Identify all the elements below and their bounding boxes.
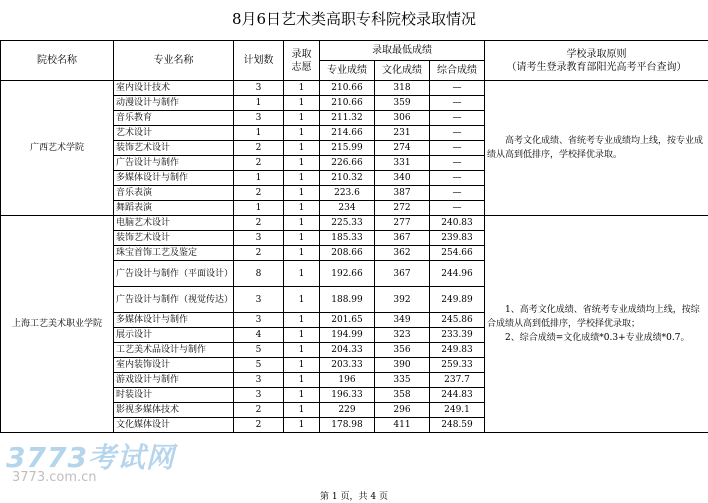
plan-count: 2 bbox=[234, 403, 284, 418]
cul-score: 272 bbox=[375, 201, 430, 216]
plan-count: 8 bbox=[234, 261, 284, 287]
major-name: 室内装饰设计 bbox=[114, 358, 234, 373]
page-footer: 第 1 页，共 4 页 bbox=[320, 492, 388, 502]
comp-score: — bbox=[430, 201, 485, 216]
rule-line: 2、综合成绩=文化成绩*0.3+专业成绩*0.7。 bbox=[505, 333, 690, 343]
pro-score: 188.99 bbox=[320, 287, 375, 313]
preference: 1 bbox=[284, 343, 320, 358]
preference: 1 bbox=[284, 246, 320, 261]
header-plan: 计划数 bbox=[234, 41, 284, 81]
major-name: 工艺美术品设计与制作 bbox=[114, 343, 234, 358]
plan-count: 1 bbox=[234, 201, 284, 216]
preference: 1 bbox=[284, 418, 320, 433]
cul-score: 306 bbox=[375, 111, 430, 126]
header-comp-score: 综合成绩 bbox=[430, 61, 485, 81]
header-min-score: 录取最低成绩 bbox=[320, 41, 485, 61]
major-name: 电脑艺术设计 bbox=[114, 216, 234, 231]
pro-score: 226.66 bbox=[320, 156, 375, 171]
cul-score: 387 bbox=[375, 186, 430, 201]
preference: 1 bbox=[284, 313, 320, 328]
pro-score: 225.33 bbox=[320, 216, 375, 231]
cul-score: 358 bbox=[375, 388, 430, 403]
comp-score: — bbox=[430, 141, 485, 156]
pro-score: 234 bbox=[320, 201, 375, 216]
plan-count: 2 bbox=[234, 216, 284, 231]
pro-score: 229 bbox=[320, 403, 375, 418]
pro-score: 204.33 bbox=[320, 343, 375, 358]
table-body bbox=[1, 81, 708, 433]
pro-score: 211.32 bbox=[320, 111, 375, 126]
comp-score: — bbox=[430, 186, 485, 201]
preference: 1 bbox=[284, 261, 320, 287]
table-row bbox=[1, 81, 708, 96]
cul-score: 356 bbox=[375, 343, 430, 358]
header-rules bbox=[485, 41, 708, 81]
preference: 1 bbox=[284, 111, 320, 126]
major-name: 装饰艺术设计 bbox=[114, 141, 234, 156]
major-name: 室内设计技术 bbox=[114, 81, 234, 96]
preference: 1 bbox=[284, 171, 320, 186]
comp-score: 237.7 bbox=[430, 373, 485, 388]
cul-score: 231 bbox=[375, 126, 430, 141]
school-name: 广西艺术学院 bbox=[1, 81, 114, 216]
major-name: 动漫设计与制作 bbox=[114, 96, 234, 111]
major-name: 影视多媒体技术 bbox=[114, 403, 234, 418]
major-name: 展示设计 bbox=[114, 328, 234, 343]
rule-line: 高考文化成绩、省统考专业成绩均上线，按专业成绩从高到低排序，学校择优录取。 bbox=[487, 136, 704, 160]
watermark bbox=[6, 436, 175, 496]
pro-score: 210.32 bbox=[320, 171, 375, 186]
major-name: 文化媒体设计 bbox=[114, 418, 234, 433]
major-name: 游戏设计与制作 bbox=[114, 373, 234, 388]
cul-score: 277 bbox=[375, 216, 430, 231]
watermark-logo: 3773考试网 bbox=[6, 441, 175, 474]
admission-rules bbox=[485, 216, 708, 433]
header-rules-note: （请考生登录教育部阳光高考平台查询） bbox=[506, 61, 687, 73]
comp-score: 245.86 bbox=[430, 313, 485, 328]
cul-score: 349 bbox=[375, 313, 430, 328]
major-name: 艺术设计 bbox=[114, 126, 234, 141]
cul-score: 274 bbox=[375, 141, 430, 156]
preference: 1 bbox=[284, 156, 320, 171]
pro-score: 185.33 bbox=[320, 231, 375, 246]
cul-score: 367 bbox=[375, 261, 430, 287]
header-rules-title: 学校录取原则 bbox=[566, 48, 627, 60]
cul-score: 362 bbox=[375, 246, 430, 261]
preference: 1 bbox=[284, 126, 320, 141]
plan-count: 2 bbox=[234, 186, 284, 201]
pro-score: 223.6 bbox=[320, 186, 375, 201]
header-school: 院校名称 bbox=[1, 41, 114, 81]
header-major: 专业名称 bbox=[114, 41, 234, 81]
cul-score: 296 bbox=[375, 403, 430, 418]
plan-count: 3 bbox=[234, 231, 284, 246]
preference: 1 bbox=[284, 201, 320, 216]
plan-count: 2 bbox=[234, 418, 284, 433]
pro-score: 196.33 bbox=[320, 388, 375, 403]
preference: 1 bbox=[284, 81, 320, 96]
pro-score: 210.66 bbox=[320, 96, 375, 111]
comp-score: 249.83 bbox=[430, 343, 485, 358]
rule-line: 1、高考文化成绩、省统考专业成绩均上线，按综合成绩从高到低排序，学校择优录取； bbox=[487, 305, 700, 329]
major-name: 多媒体设计与制作 bbox=[114, 171, 234, 186]
comp-score: 244.96 bbox=[430, 261, 485, 287]
comp-score: 259.33 bbox=[430, 358, 485, 373]
preference: 1 bbox=[284, 328, 320, 343]
major-name: 时装设计 bbox=[114, 388, 234, 403]
cul-score: 335 bbox=[375, 373, 430, 388]
comp-score: — bbox=[430, 96, 485, 111]
header-pro-score: 专业成绩 bbox=[320, 61, 375, 81]
preference: 1 bbox=[284, 216, 320, 231]
comp-score: — bbox=[430, 81, 485, 96]
cul-score: 323 bbox=[375, 328, 430, 343]
major-name: 装饰艺术设计 bbox=[114, 231, 234, 246]
admission-rules bbox=[485, 81, 708, 216]
preference: 1 bbox=[284, 231, 320, 246]
cul-score: 331 bbox=[375, 156, 430, 171]
pro-score: 178.98 bbox=[320, 418, 375, 433]
pro-score: 192.66 bbox=[320, 261, 375, 287]
major-name: 多媒体设计与制作 bbox=[114, 313, 234, 328]
comp-score: — bbox=[430, 111, 485, 126]
major-name: 音乐表演 bbox=[114, 186, 234, 201]
preference: 1 bbox=[284, 403, 320, 418]
plan-count: 2 bbox=[234, 156, 284, 171]
pro-score: 210.66 bbox=[320, 81, 375, 96]
plan-count: 5 bbox=[234, 343, 284, 358]
comp-score: 240.83 bbox=[430, 216, 485, 231]
comp-score: — bbox=[430, 126, 485, 141]
preference: 1 bbox=[284, 373, 320, 388]
plan-count: 4 bbox=[234, 328, 284, 343]
cul-score: 367 bbox=[375, 231, 430, 246]
page-title: 8月6日艺术类高职专科院校录取情况 bbox=[231, 10, 477, 28]
pro-score: 194.99 bbox=[320, 328, 375, 343]
pro-score: 214.66 bbox=[320, 126, 375, 141]
cul-score: 390 bbox=[375, 358, 430, 373]
major-name: 广告设计与制作 bbox=[114, 156, 234, 171]
cul-score: 318 bbox=[375, 81, 430, 96]
cul-score: 359 bbox=[375, 96, 430, 111]
major-name: 音乐教育 bbox=[114, 111, 234, 126]
comp-score: 249.89 bbox=[430, 287, 485, 313]
comp-score: 233.39 bbox=[430, 328, 485, 343]
preference: 1 bbox=[284, 287, 320, 313]
comp-score: — bbox=[430, 156, 485, 171]
pro-score: 201.65 bbox=[320, 313, 375, 328]
preference: 1 bbox=[284, 358, 320, 373]
plan-count: 3 bbox=[234, 81, 284, 96]
pro-score: 203.33 bbox=[320, 358, 375, 373]
comp-score: 244.83 bbox=[430, 388, 485, 403]
preference: 1 bbox=[284, 96, 320, 111]
pro-score: 196 bbox=[320, 373, 375, 388]
major-name: 舞蹈表演 bbox=[114, 201, 234, 216]
watermark-url: 3773.com.cn bbox=[12, 470, 97, 485]
plan-count: 3 bbox=[234, 287, 284, 313]
comp-score: 254.66 bbox=[430, 246, 485, 261]
major-name: 珠宝首饰工艺及鉴定 bbox=[114, 246, 234, 261]
major-name: 广告设计与制作（平面设计） bbox=[114, 261, 234, 287]
comp-score: 239.83 bbox=[430, 231, 485, 246]
pro-score: 208.66 bbox=[320, 246, 375, 261]
comp-score: 249.1 bbox=[430, 403, 485, 418]
plan-count: 3 bbox=[234, 111, 284, 126]
header-preference: 录取志愿 bbox=[284, 41, 320, 81]
plan-count: 3 bbox=[234, 313, 284, 328]
comp-score: 248.59 bbox=[430, 418, 485, 433]
plan-count: 1 bbox=[234, 126, 284, 141]
comp-score: — bbox=[430, 171, 485, 186]
preference: 1 bbox=[284, 141, 320, 156]
plan-count: 2 bbox=[234, 246, 284, 261]
major-name: 广告设计与制作（视觉传达） bbox=[114, 287, 234, 313]
preference: 1 bbox=[284, 186, 320, 201]
plan-count: 3 bbox=[234, 388, 284, 403]
school-name: 上海工艺美术职业学院 bbox=[1, 216, 114, 433]
pro-score: 215.99 bbox=[320, 141, 375, 156]
preference: 1 bbox=[284, 388, 320, 403]
cul-score: 411 bbox=[375, 418, 430, 433]
plan-count: 2 bbox=[234, 141, 284, 156]
header-cul-score: 文化成绩 bbox=[375, 61, 430, 81]
plan-count: 1 bbox=[234, 96, 284, 111]
cul-score: 392 bbox=[375, 287, 430, 313]
plan-count: 3 bbox=[234, 373, 284, 388]
admission-table bbox=[0, 40, 708, 433]
table-row bbox=[1, 216, 708, 231]
plan-count: 5 bbox=[234, 358, 284, 373]
cul-score: 340 bbox=[375, 171, 430, 186]
plan-count: 1 bbox=[234, 171, 284, 186]
